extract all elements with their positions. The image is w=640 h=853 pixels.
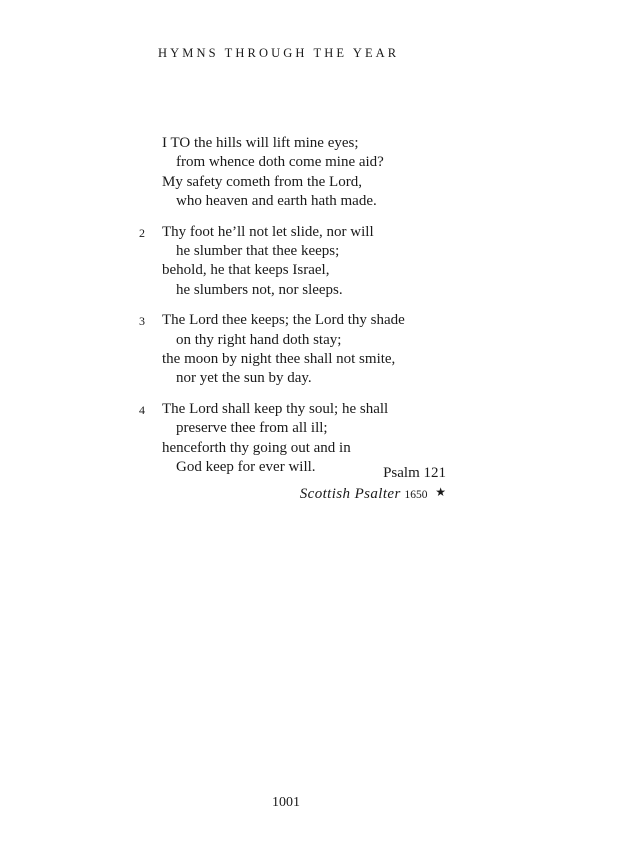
verse-3: [0, 311, 640, 389]
verse-line: I TO the hills will lift mine eyes;: [162, 135, 359, 151]
verse-line: Thy foot he’ll not let slide, nor will: [162, 223, 374, 240]
hymn-text: [0, 134, 640, 489]
verse-line: The Lord thee keeps; the Lord thy shade: [162, 312, 405, 329]
verse-number: 2: [139, 225, 145, 240]
star-icon: ★: [435, 485, 446, 499]
author-year: 1650: [404, 489, 428, 501]
verse-line: My safety cometh from the Lord,: [162, 173, 362, 190]
verse-line: the moon by night thee shall not smite,: [162, 351, 396, 368]
verse-number: 4: [139, 402, 145, 417]
verse-2: [0, 223, 640, 301]
attribution: [300, 464, 446, 505]
verse-line: nor yet the sun by day.: [176, 370, 312, 387]
page-number: 1001: [272, 795, 300, 810]
verse-line: from whence doth come mine aid?: [176, 154, 384, 171]
verse-line: on thy right hand doth stay;: [176, 331, 342, 348]
verse-line: God keep for ever will.: [176, 459, 316, 476]
author-name: Scottish Psalter: [299, 486, 401, 502]
verse-line: The Lord shall keep thy soul; he shall: [162, 400, 389, 417]
author-line: [300, 483, 446, 505]
verse-1: [0, 134, 640, 212]
verse-line: behold, he that keeps Israel,: [162, 262, 330, 279]
verse-line: he slumber that thee keeps;: [176, 243, 340, 260]
verse-number: 3: [139, 314, 145, 329]
verse-line: preserve thee from all ill;: [176, 420, 328, 437]
running-head: HYMNS THROUGH THE YEAR: [158, 46, 400, 60]
verse-line: who heaven and earth hath made.: [176, 193, 377, 210]
verse-line: he slumbers not, nor sleeps.: [176, 281, 343, 298]
verse-line: henceforth thy going out and in: [162, 439, 351, 456]
scripture-source: Psalm 121: [383, 465, 446, 481]
